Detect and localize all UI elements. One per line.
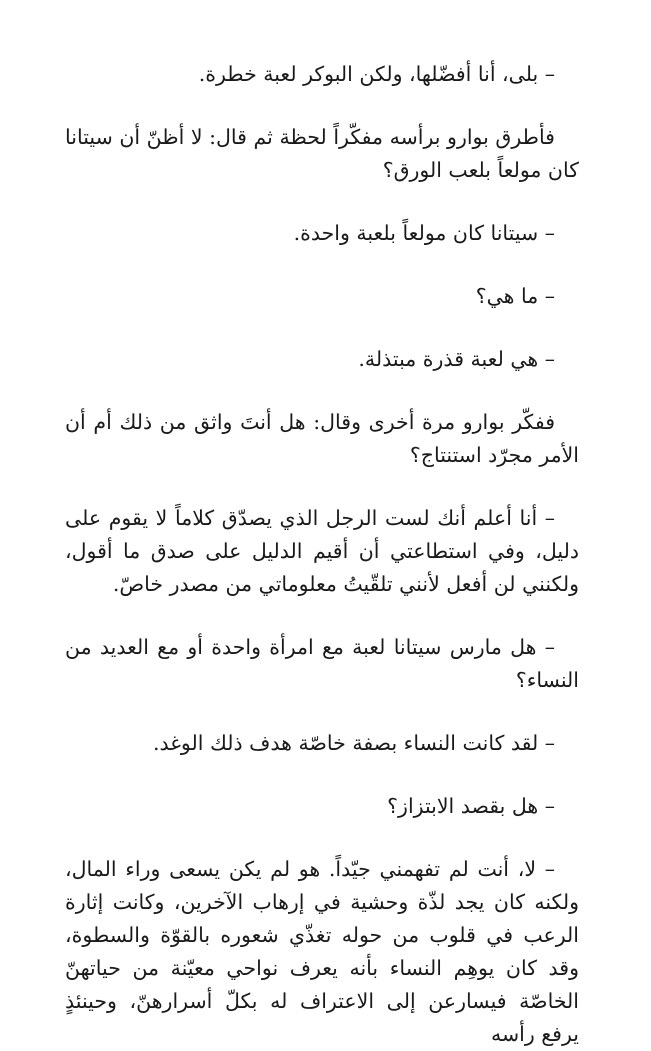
paragraph-3: – سيتانا كان مولعاً بلعبة واحدة. bbox=[293, 221, 555, 245]
paragraph-11: – لا، أنت لم تفهمني جيّداً. هو لم يكن يسعى وراء المال، ولكنه كان يجد لذّة وحشية في إرهاب الآخرين، وكانت إثارة الرعب في قلوب من حوله تغذّي شعوره بالقوّة والسطوة، وقد كان يوهِم النساء بأنه يعرف نواحي معيّنة من حياتهنّ الخاصّة فيسارعن إلى الاعتراف له بكلّ أسرارهنّ، وحينئذٍ يرفع رأسه bbox=[65, 857, 579, 1046]
paragraph-9: – لقد كانت النساء بصفة خاصّة هدف ذلك الوغد. bbox=[152, 731, 555, 755]
paragraph-6: ففكّر بوارو مرة أخرى وقال: هل أنتَ واثق من ذلك أم أن الأمر مجرّد استنتاج؟ bbox=[65, 410, 579, 467]
paragraph-2: فأطرق بوارو برأسه مفكّراً لحظة ثم قال: لا أظنّ أن سيتانا كان مولعاً بلعب الورق؟ bbox=[65, 125, 579, 182]
paragraph-8: – هل مارس سيتانا لعبة مع امرأة واحدة أو مع العديد من النساء؟ bbox=[65, 635, 579, 692]
paragraph-10: – هل بقصد الابتزاز؟ bbox=[387, 794, 555, 818]
paragraph-7: – أنا أعلم أنك لست الرجل الذي يصدّق كلاماً لا يقوم على دليل، وفي استطاعتي أن أقيم الدليل على صدق ما أقول، ولكنني لن أفعل لأنني تلقّيتُ معلوماتي من مصدر خاصّ. bbox=[65, 506, 579, 596]
paragraph-4: – ما هي؟ bbox=[475, 284, 555, 308]
paragraph-5: – هي لعبة قذرة مبتذلة. bbox=[358, 347, 555, 371]
book-page-text bbox=[65, 58, 579, 1051]
paragraph-1: – بلى، أنا أفضّلها، ولكن البوكر لعبة خطرة. bbox=[198, 62, 555, 86]
